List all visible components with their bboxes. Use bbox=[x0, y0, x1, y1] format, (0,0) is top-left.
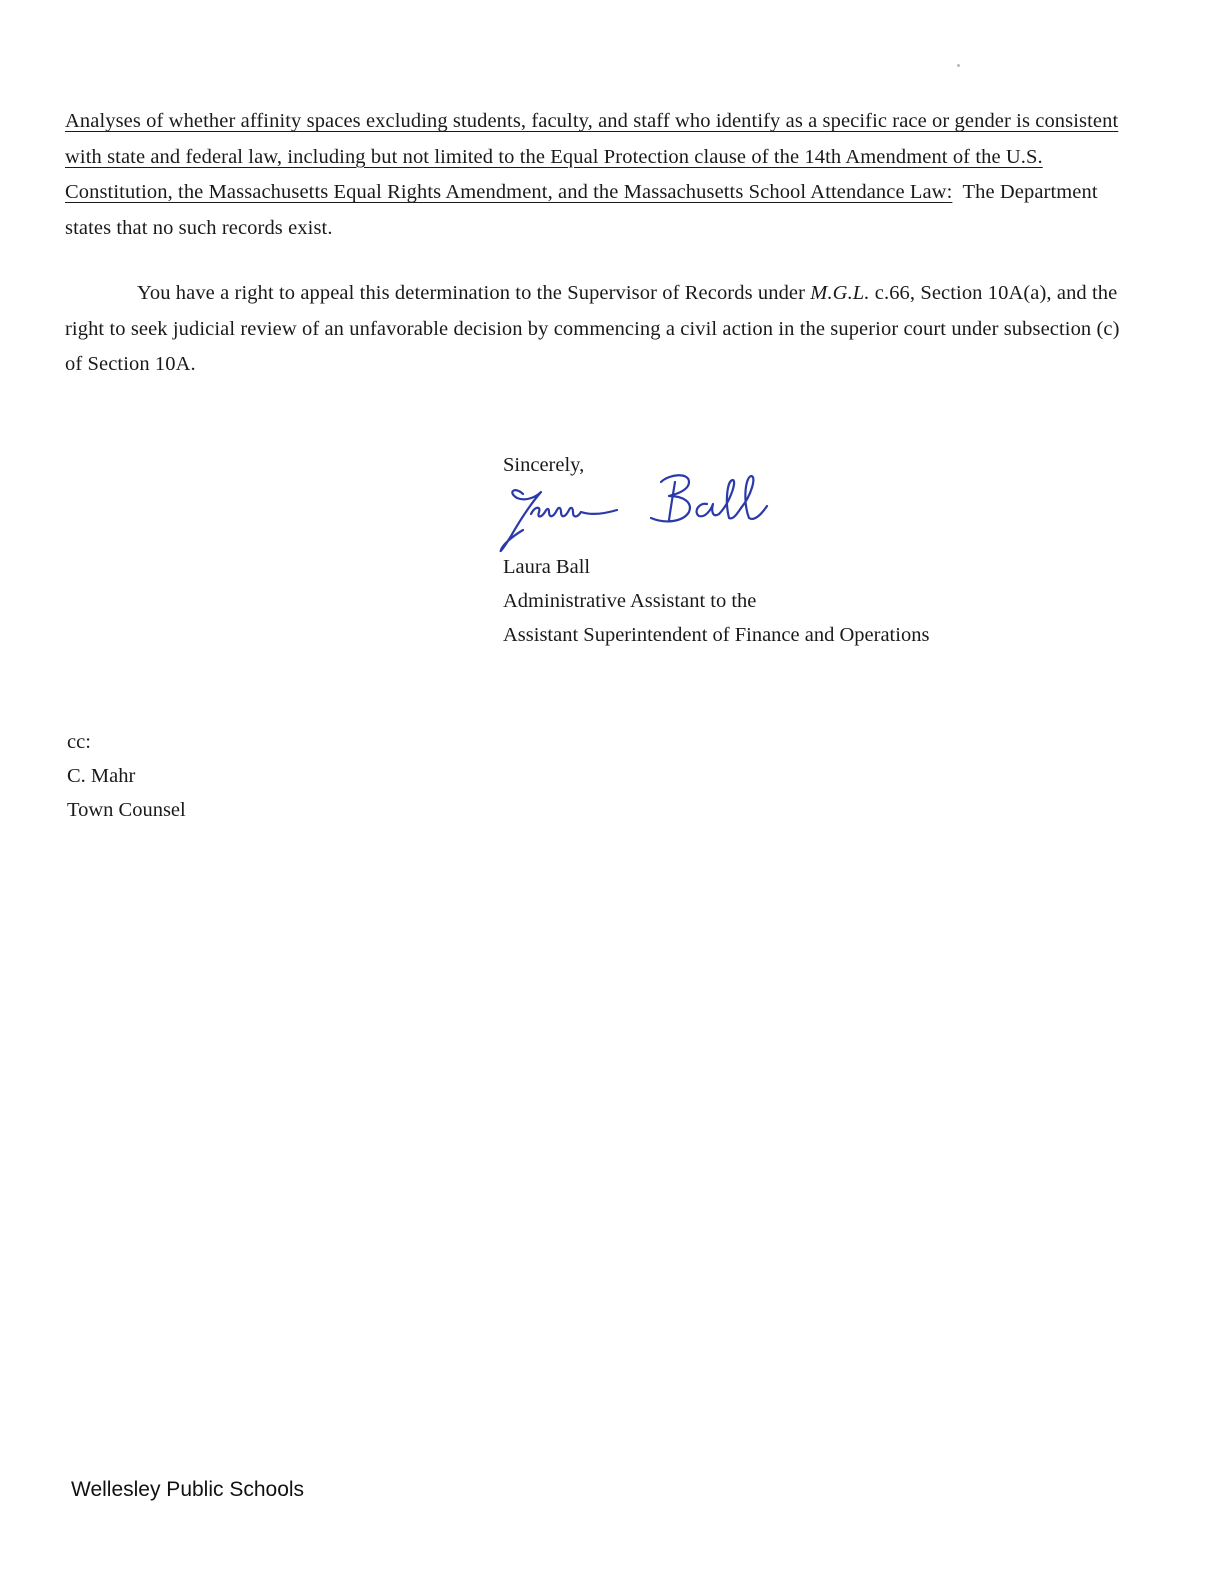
signer-title-line1: Administrative Assistant to the bbox=[503, 590, 757, 612]
cc-recipient: C. Mahr bbox=[67, 765, 136, 787]
request-response-text: The Department states that no such records exist. bbox=[65, 181, 1103, 239]
appeal-text-part2: c.66, Section 10A(a), and the right to seek judicial review of an unfavorable decision by commencing a civil action in the superior court under subsection (c) of Section 10A. bbox=[65, 282, 1120, 375]
appeal-text-part1: You have a right to appeal this determination to the Supervisor of Records under bbox=[137, 282, 811, 304]
request-item-paragraph bbox=[65, 104, 1140, 246]
handwritten-signature bbox=[493, 462, 773, 558]
request-item-colon: : bbox=[946, 181, 953, 203]
appeal-paragraph bbox=[65, 276, 1140, 383]
signature-block bbox=[503, 550, 929, 652]
cc-block bbox=[67, 725, 186, 827]
signer-title-line2: Assistant Superintendent of Finance and Operations bbox=[503, 624, 930, 646]
cc-recipient: Town Counsel bbox=[67, 799, 186, 821]
appeal-citation: M.G.L. bbox=[810, 282, 870, 304]
cc-label: cc: bbox=[67, 731, 91, 753]
footer-organization: Wellesley Public Schools bbox=[71, 1478, 305, 1501]
signer-name: Laura Ball bbox=[503, 556, 591, 578]
request-item-text: Analyses of whether affinity spaces excluding students, faculty, and staff who identify as a specific race or gender is consistent with state and federal law, including but not limited to the Equal Protection clause of the 14th Amendment of the U.S. Constitution, the Massachusetts Equal Rights Amendment, and the Massachusetts School Attendance Law bbox=[65, 110, 1119, 203]
closing-salutation: Sincerely, bbox=[503, 454, 585, 476]
scan-speck bbox=[957, 64, 960, 67]
